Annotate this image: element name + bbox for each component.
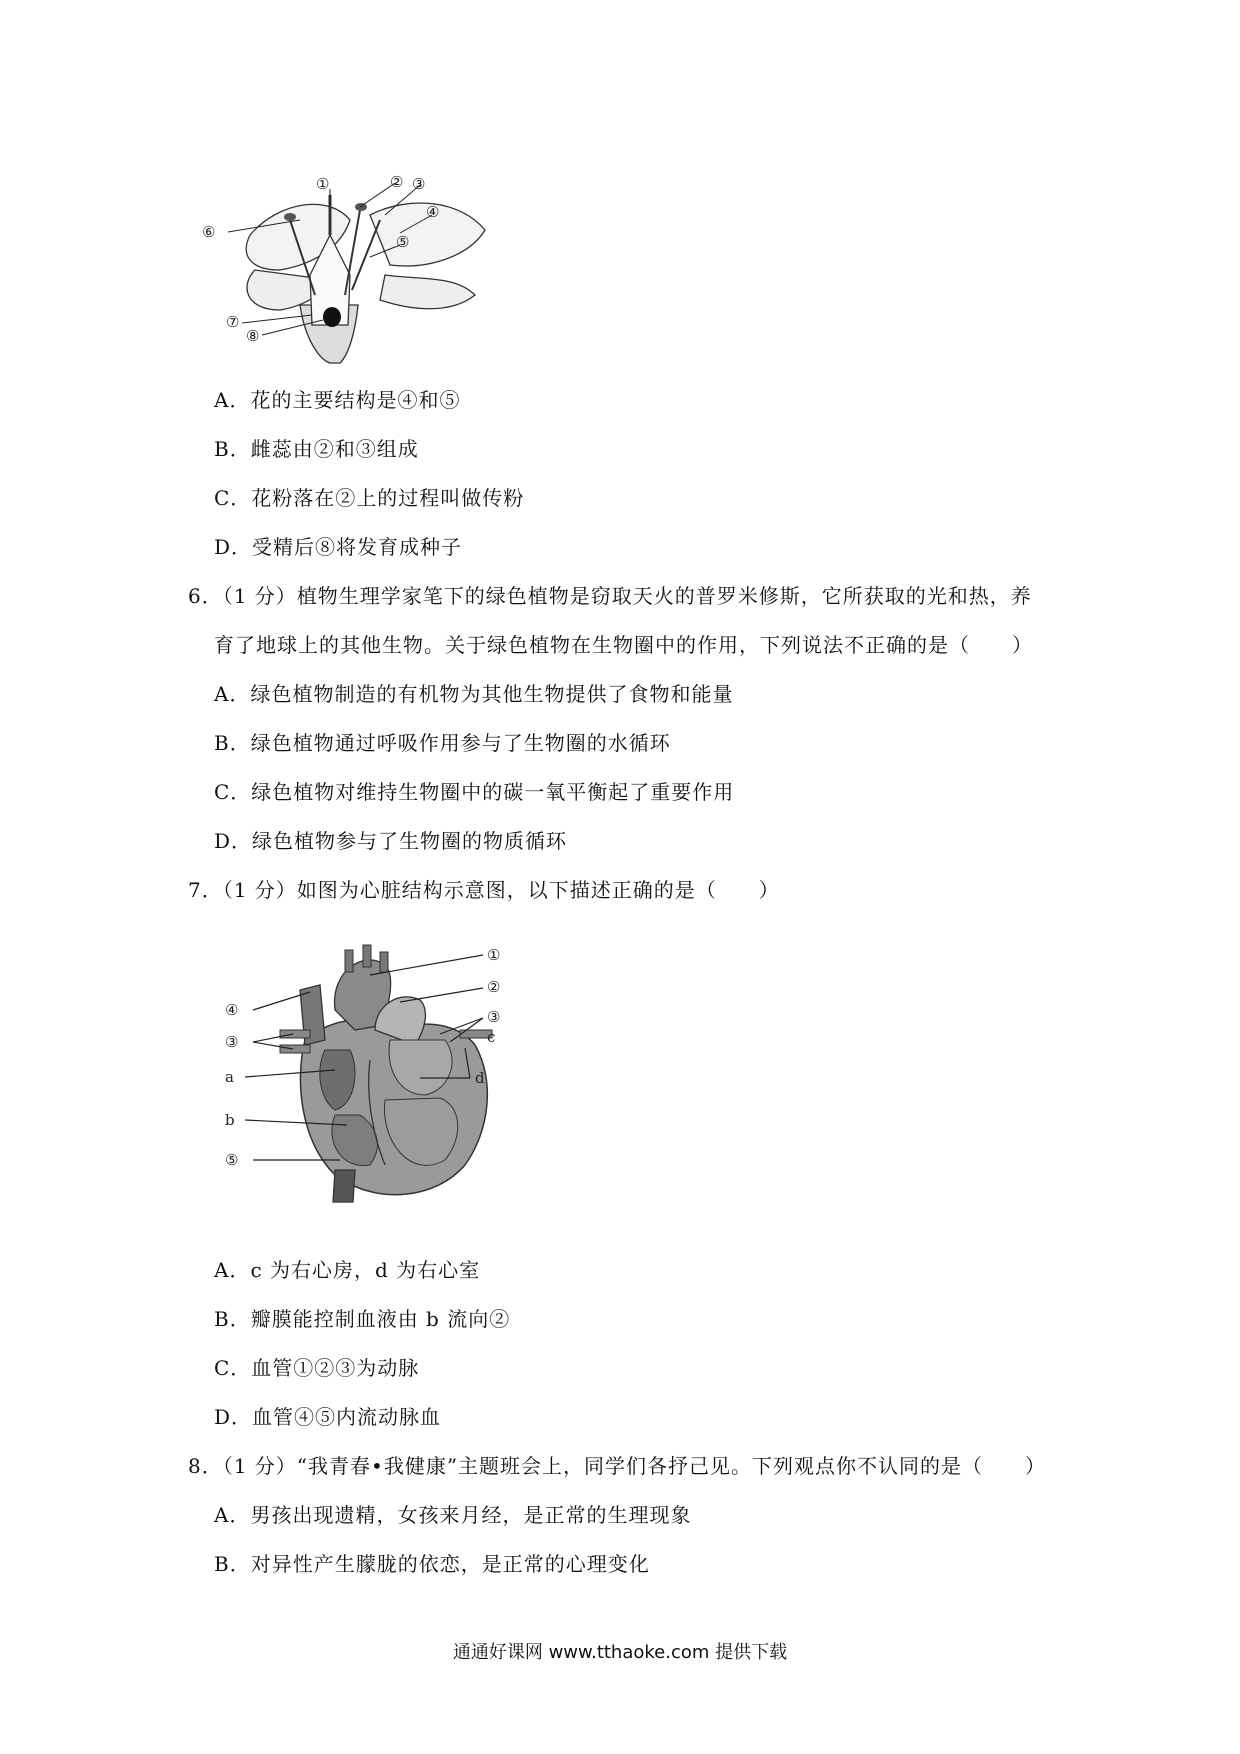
heart-structure-figure — [225, 930, 565, 1215]
heart-label-a: a — [225, 1068, 234, 1086]
q7-option-b: B．瓣膜能控制血液由 b 流向② — [214, 1307, 511, 1331]
flower-label-7: ⑦ — [226, 313, 240, 331]
q5-option-d: D．受精后⑧将发育成种子 — [214, 535, 463, 559]
q7-stem: 7．（1 分）如图为心脏结构示意图，以下描述正确的是（ ） — [188, 878, 780, 902]
heart-label-4: ④ — [225, 1001, 239, 1019]
q6-option-d: D．绿色植物参与了生物圈的物质循环 — [214, 829, 568, 853]
heart-label-2: ② — [487, 978, 501, 996]
q6-stem-line2: 育了地球上的其他生物。关于绿色植物在生物圈中的作用，下列说法不正确的是（ ） — [214, 633, 1033, 657]
flower-label-4: ④ — [426, 203, 440, 221]
heart-label-5: ⑤ — [225, 1151, 239, 1169]
flower-structure-figure — [202, 173, 520, 365]
svg-text:①: ① — [316, 175, 330, 193]
heart-label-b: b — [225, 1111, 235, 1129]
heart-label-1: ① — [487, 946, 501, 964]
flower-label-1 — [316, 175, 329, 193]
flower-label-3: ③ — [412, 175, 426, 193]
flower-label-6: ⑥ — [202, 223, 216, 241]
q5-option-b: B．雌蕊由②和③组成 — [214, 437, 419, 461]
flower-label-8: ⑧ — [246, 327, 260, 345]
q6-option-c: C．绿色植物对维持生物圈中的碳一氧平衡起了重要作用 — [214, 780, 735, 804]
heart-label-d: d — [475, 1069, 485, 1087]
heart-label-3-right: ③ — [487, 1008, 501, 1026]
q6-option-b: B．绿色植物通过呼吸作用参与了生物圈的水循环 — [214, 731, 671, 755]
q8-option-a: A．男孩出现遗精，女孩来月经，是正常的生理现象 — [214, 1503, 692, 1527]
page-footer: 通通好课网 www.tthaoke.com 提供下载 — [452, 1642, 788, 1663]
heart-label-3-left: ③ — [225, 1033, 239, 1051]
q8-stem: 8．（1 分）“我青春•我健康”主题班会上，同学们各抒己见。下列观点你不认同的是（ ） — [188, 1454, 1047, 1478]
q7-option-d: D．血管④⑤内流动脉血 — [214, 1405, 442, 1429]
q6-option-a: A．绿色植物制造的有机物为其他生物提供了食物和能量 — [214, 682, 734, 706]
flower-label-2: ② — [390, 173, 404, 191]
q5-option-c: C．花粉落在②上的过程叫做传粉 — [214, 486, 525, 510]
q7-option-a: A．c 为右心房，d 为右心室 — [214, 1258, 481, 1282]
q6-stem-line1: 6．（1 分）植物生理学家笔下的绿色植物是窃取天火的普罗米修斯，它所获取的光和热，养 — [188, 584, 1032, 608]
flower-label-5: ⑤ — [396, 233, 410, 251]
q7-option-c: C．血管①②③为动脉 — [214, 1356, 420, 1380]
q8-option-b: B．对异性产生朦胧的依恋，是正常的心理变化 — [214, 1552, 650, 1576]
q5-option-a: A．花的主要结构是④和⑤ — [214, 388, 461, 412]
heart-label-c: c — [487, 1028, 496, 1046]
